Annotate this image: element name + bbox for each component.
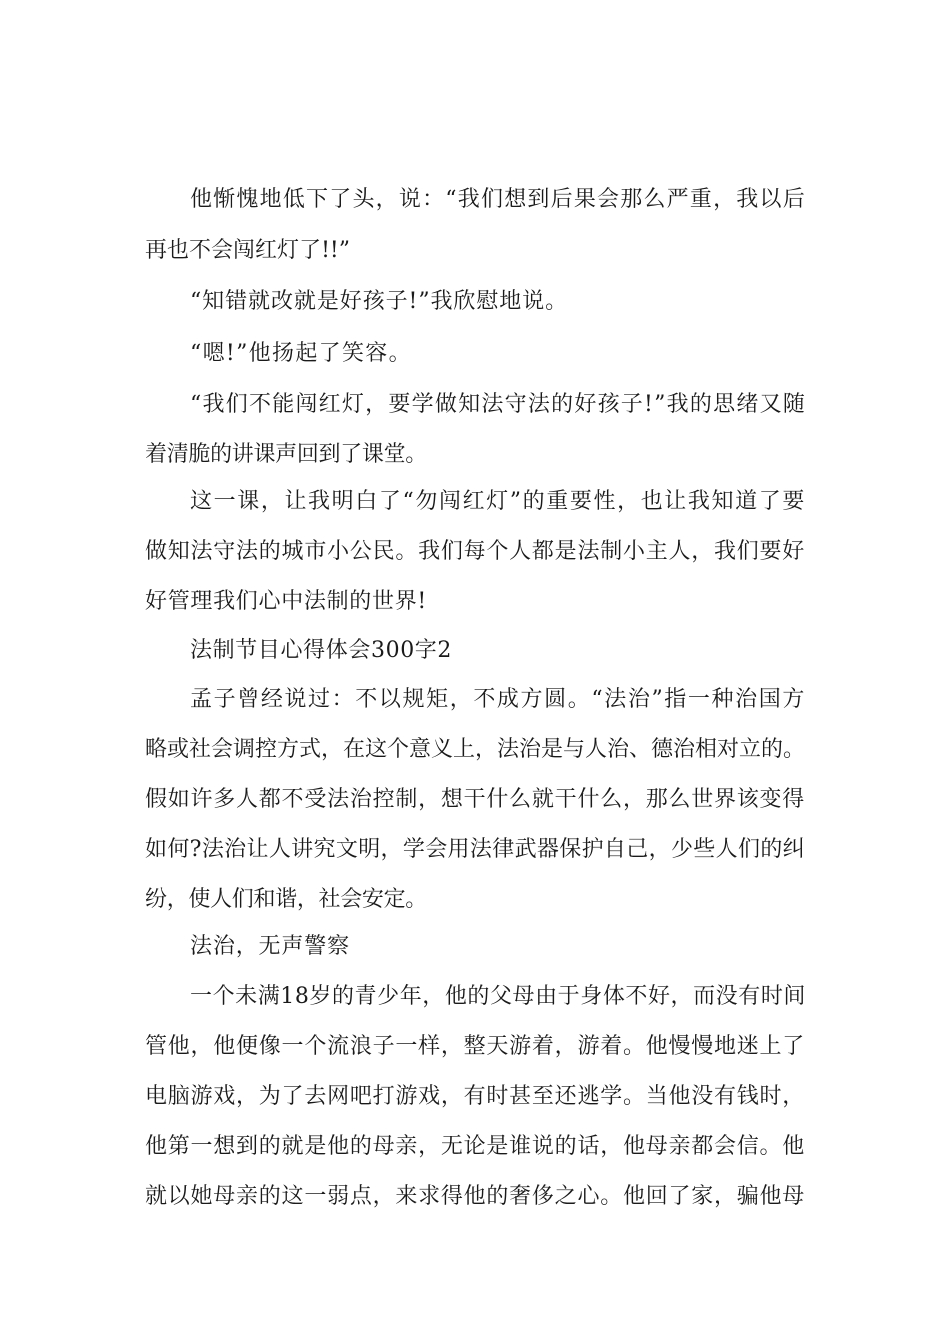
- text-line: 他第一想到的就是他的母亲，无论是谁说的话，他母亲都会信。他: [145, 1134, 806, 1159]
- text-line: 纷，使人们和谐，社会安定。: [145, 887, 427, 912]
- text-line: 好管理我们心中法制的世界!: [145, 589, 427, 614]
- text-line: 着清脆的讲课声回到了课堂。: [145, 442, 427, 467]
- text-line: 如何?法治让人讲究文明，学会用法律武器保护自己，少些人们的纠: [145, 837, 805, 862]
- section-heading: 法制节目心得体会300字2: [190, 638, 453, 663]
- text-line: “我们不能闯红灯，要学做知法守法的好孩子!”我的思绪又随: [190, 392, 807, 417]
- text-line: 做知法守法的城市小公民。我们每个人都是法制小主人，我们要好: [145, 539, 806, 564]
- text-line: 再也不会闯红灯了!!”: [145, 238, 351, 263]
- text-line: 一个未满18岁的青少年，他的父母由于身体不好，而没有时间: [190, 984, 806, 1009]
- text-line: “嗯!”他扬起了笑容。: [190, 341, 412, 366]
- text-line: 他惭愧地低下了头，说：“我们想到后果会那么严重，我以后: [190, 187, 806, 212]
- text-line: 这一课，让我明白了“勿闯红灯”的重要性，也让我知道了要: [190, 489, 806, 514]
- section-heading: 法治，无声警察: [190, 934, 350, 959]
- text-line: 假如许多人都不受法治控制，想干什么就干什么，那么世界该变得: [145, 787, 806, 812]
- text-line: 就以她母亲的这一弱点，来求得他的奢侈之心。他回了家，骗他母: [145, 1184, 806, 1209]
- text-line: 电脑游戏，为了去网吧打游戏，有时甚至还逃学。当他没有钱时，: [145, 1084, 806, 1109]
- text-line: 孟子曾经说过：不以规矩，不成方圆。“法治”指一种治国方: [190, 687, 806, 712]
- text-line: 略或社会调控方式，在这个意义上，法治是与人治、德治相对立的。: [145, 737, 806, 762]
- text-line: “知错就改就是好孩子!”我欣慰地说。: [190, 289, 569, 314]
- text-line: 管他，他便像一个流浪子一样，整天游着，游着。他慢慢地迷上了: [145, 1034, 806, 1059]
